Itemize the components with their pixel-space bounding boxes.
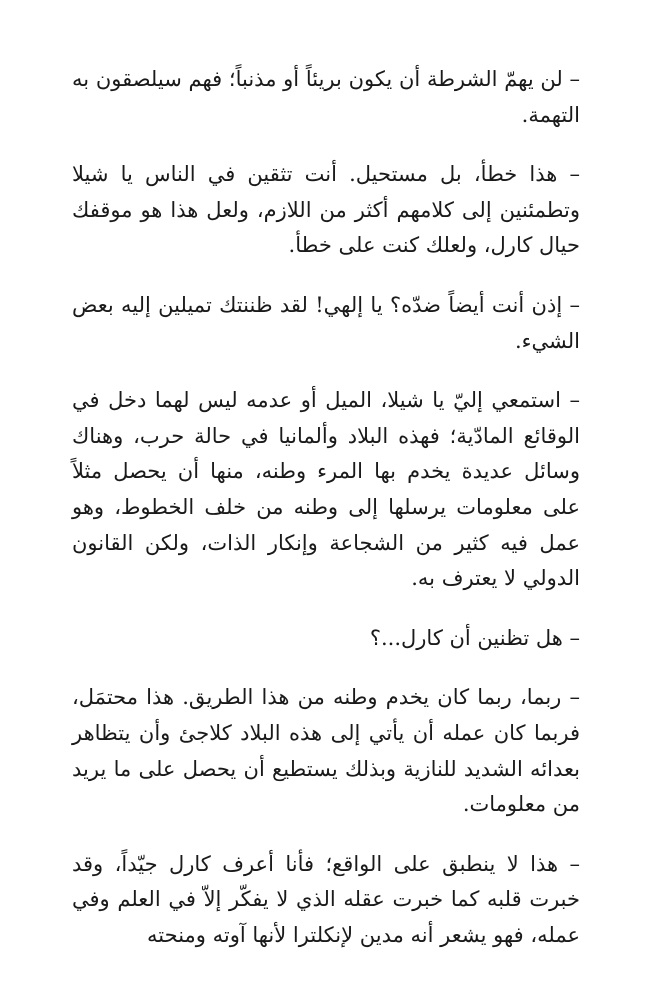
paragraph-1: – لن يهمّ الشرطة أن يكون بريئاً أو مذنباً؛ فهم سيلصقون به التهمة. (72, 67, 581, 127)
paragraph-6: – ربما، ربما كان يخدم وطنه من هذا الطريق. هذا محتمَل، فربما كان عمله أن يأتي إلى هذه البلاد كلاجئ وأن يتظاهر بعدائه الشديد للنازية وبذلك يستطيع أن يحصل على ما يريد من معلومات. (72, 685, 580, 817)
paragraph-4: – استمعي إليّ يا شيلا، الميل أو عدمه ليس لهما دخل في الوقائع المادّية؛ فهذه البلاد وألمانيا في حالة حرب، وهناك وسائل عديدة يخدم بها المرء وطنه، منها أن يحصل مثلاً على معلومات يرسلها إلى وطنه من خلف الخطوط، وهو عمل فيه كثير من الشجاعة وإنكار الذات، ولكن القانون الدولي لا يعترف به. (72, 388, 580, 591)
paragraph-5: – هل تظنين أن كارل...؟ (369, 625, 580, 650)
paragraph-7: – هذا لا ينطبق على الواقع؛ فأنا أعرف كارل جيّداً، وقد خبرت قلبه كما خبرت عقله الذي لا يفكّر إلاّ في العلم وفي عمله، فهو يشعر أنه مدين لإنكلترا لأنها آوته ومنحته (72, 851, 580, 947)
paragraph-3: – إذن أنت أيضاً ضدّه؟ يا إلهي! لقد ظننتك تميلين إليه بعض الشيء. (72, 292, 580, 353)
paragraph-2: – هذا خطأ، بل مستحيل. أنت تثقين في الناس يا شيلا وتطمئنين إلى كلامهم أكثر من اللازم، ولعل هذا هو موقفك حيال كارل، ولعلك كنت على خطأ. (72, 162, 580, 258)
